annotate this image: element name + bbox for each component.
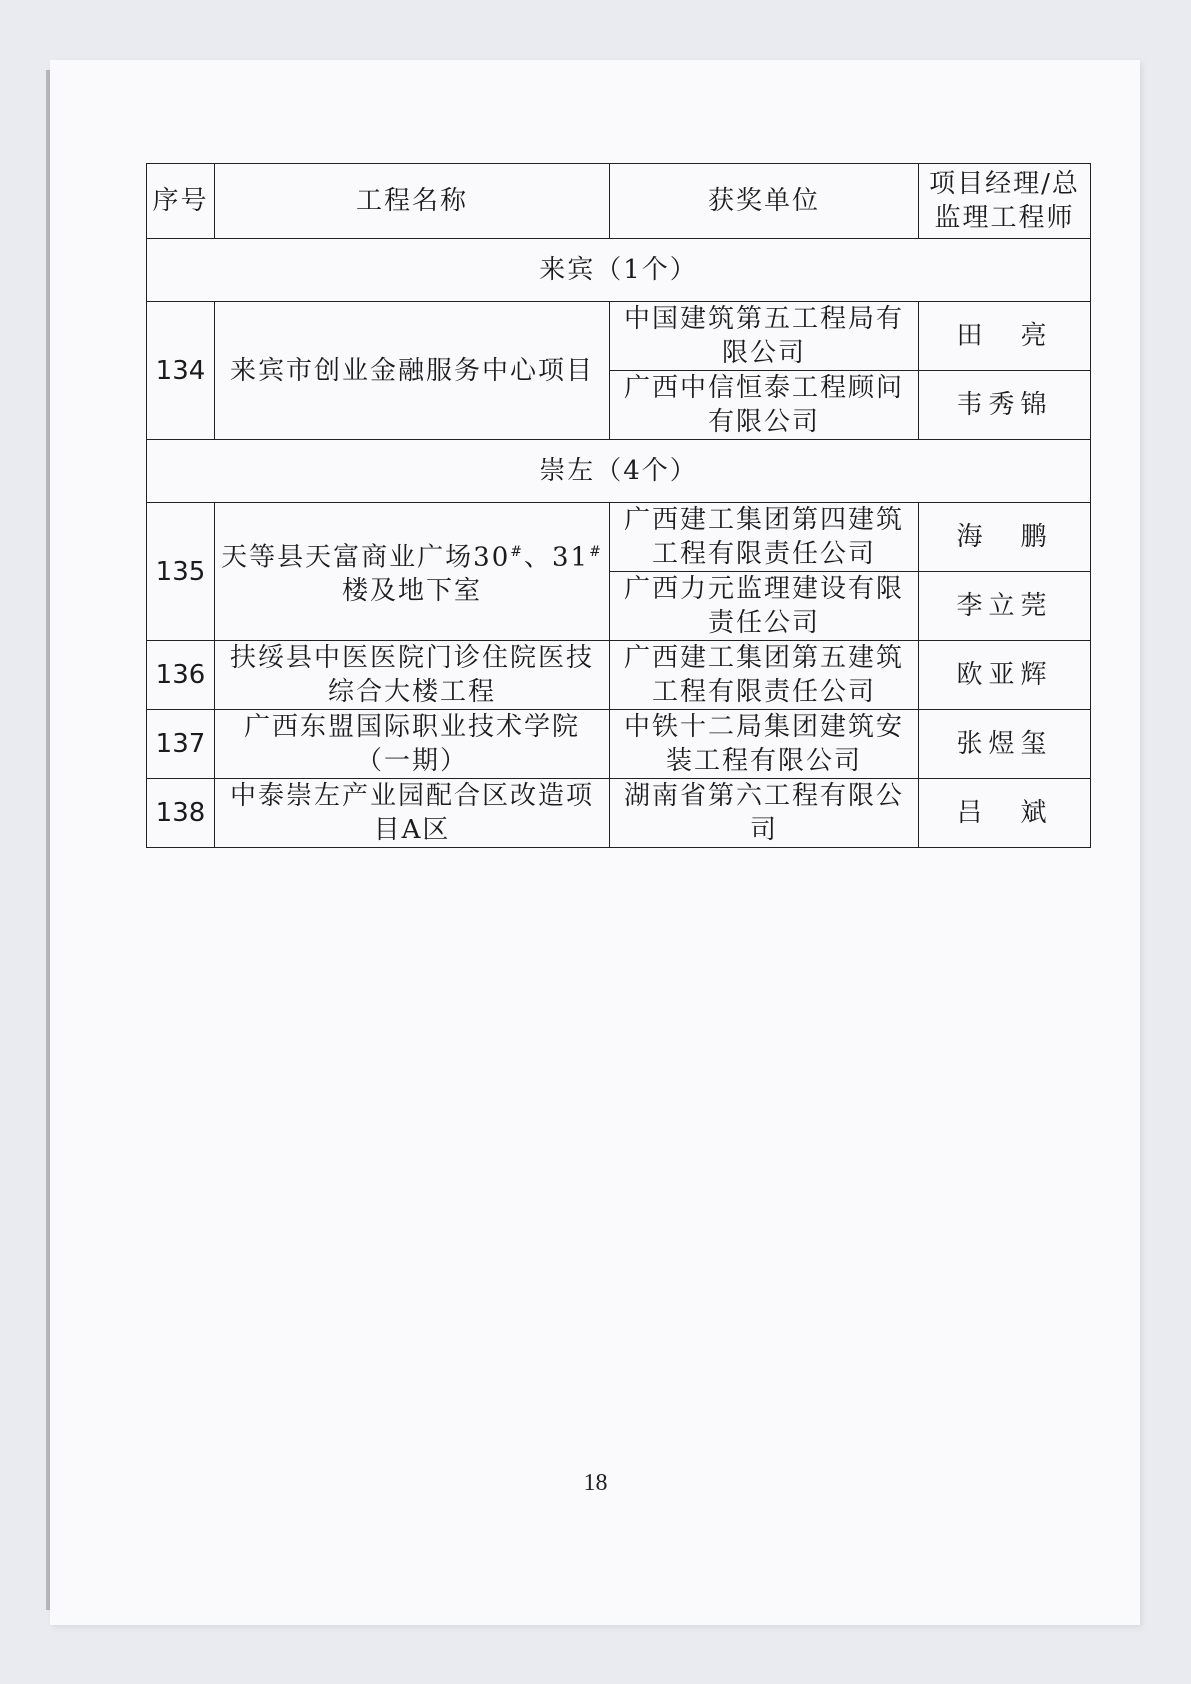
project-cell: 扶绥县中医医院门诊住院医技综合大楼工程	[215, 641, 610, 710]
unit-cell: 中铁十二局集团建筑安装工程有限公司	[610, 710, 919, 779]
manager-cell: 欧亚辉	[919, 641, 1091, 710]
seq-cell: 135	[147, 503, 215, 641]
manager-cell: 张煜玺	[919, 710, 1091, 779]
manager-cell: 李立莞	[919, 572, 1091, 641]
seq-cell: 138	[147, 779, 215, 848]
region-row-chongzuo	[147, 440, 1091, 503]
manager-cell: 韦秀锦	[919, 371, 1091, 440]
page-number: 18	[583, 1470, 608, 1496]
superscript-mark: #	[510, 543, 524, 560]
project-cell: 来宾市创业金融服务中心项目	[215, 302, 610, 440]
seq-cell: 134	[147, 302, 215, 440]
seq-cell: 136	[147, 641, 215, 710]
region-label: 来宾（1个）	[147, 239, 1091, 302]
table-row	[147, 710, 1091, 779]
table-row	[147, 779, 1091, 848]
seq-cell: 137	[147, 710, 215, 779]
table-row	[147, 641, 1091, 710]
unit-cell: 湖南省第六工程有限公司	[610, 779, 919, 848]
unit-cell: 广西建工集团第四建筑工程有限责任公司	[610, 503, 919, 572]
unit-cell: 广西力元监理建设有限责任公司	[610, 572, 919, 641]
project-cell: 中泰崇左产业园配合区改造项目A区	[215, 779, 610, 848]
table-header-row	[147, 164, 1091, 239]
manager-cell: 吕 斌	[919, 779, 1091, 848]
project-cell	[215, 503, 610, 641]
region-label: 崇左（4个）	[147, 440, 1091, 503]
unit-cell: 广西中信恒泰工程顾问有限公司	[610, 371, 919, 440]
manager-cell: 海 鹏	[919, 503, 1091, 572]
awards-table	[146, 163, 1091, 848]
header-unit: 获奖单位	[610, 164, 919, 239]
table-row	[147, 503, 1091, 572]
unit-cell: 广西建工集团第五建筑工程有限责任公司	[610, 641, 919, 710]
unit-cell: 中国建筑第五工程局有限公司	[610, 302, 919, 371]
project-text-prefix: 天等县天富商业广场30	[221, 542, 511, 573]
table-row	[147, 302, 1091, 371]
header-project: 工程名称	[215, 164, 610, 239]
superscript-mark: #	[589, 543, 603, 560]
manager-cell: 田 亮	[919, 302, 1091, 371]
header-seq: 序号	[147, 164, 215, 239]
project-text-mid: 、31	[524, 542, 590, 573]
project-cell: 广西东盟国际职业技术学院（一期）	[215, 710, 610, 779]
region-row-laibin	[147, 239, 1091, 302]
project-text-suffix: 楼及地下室	[341, 576, 482, 607]
header-manager: 项目经理/总监理工程师	[919, 164, 1091, 239]
